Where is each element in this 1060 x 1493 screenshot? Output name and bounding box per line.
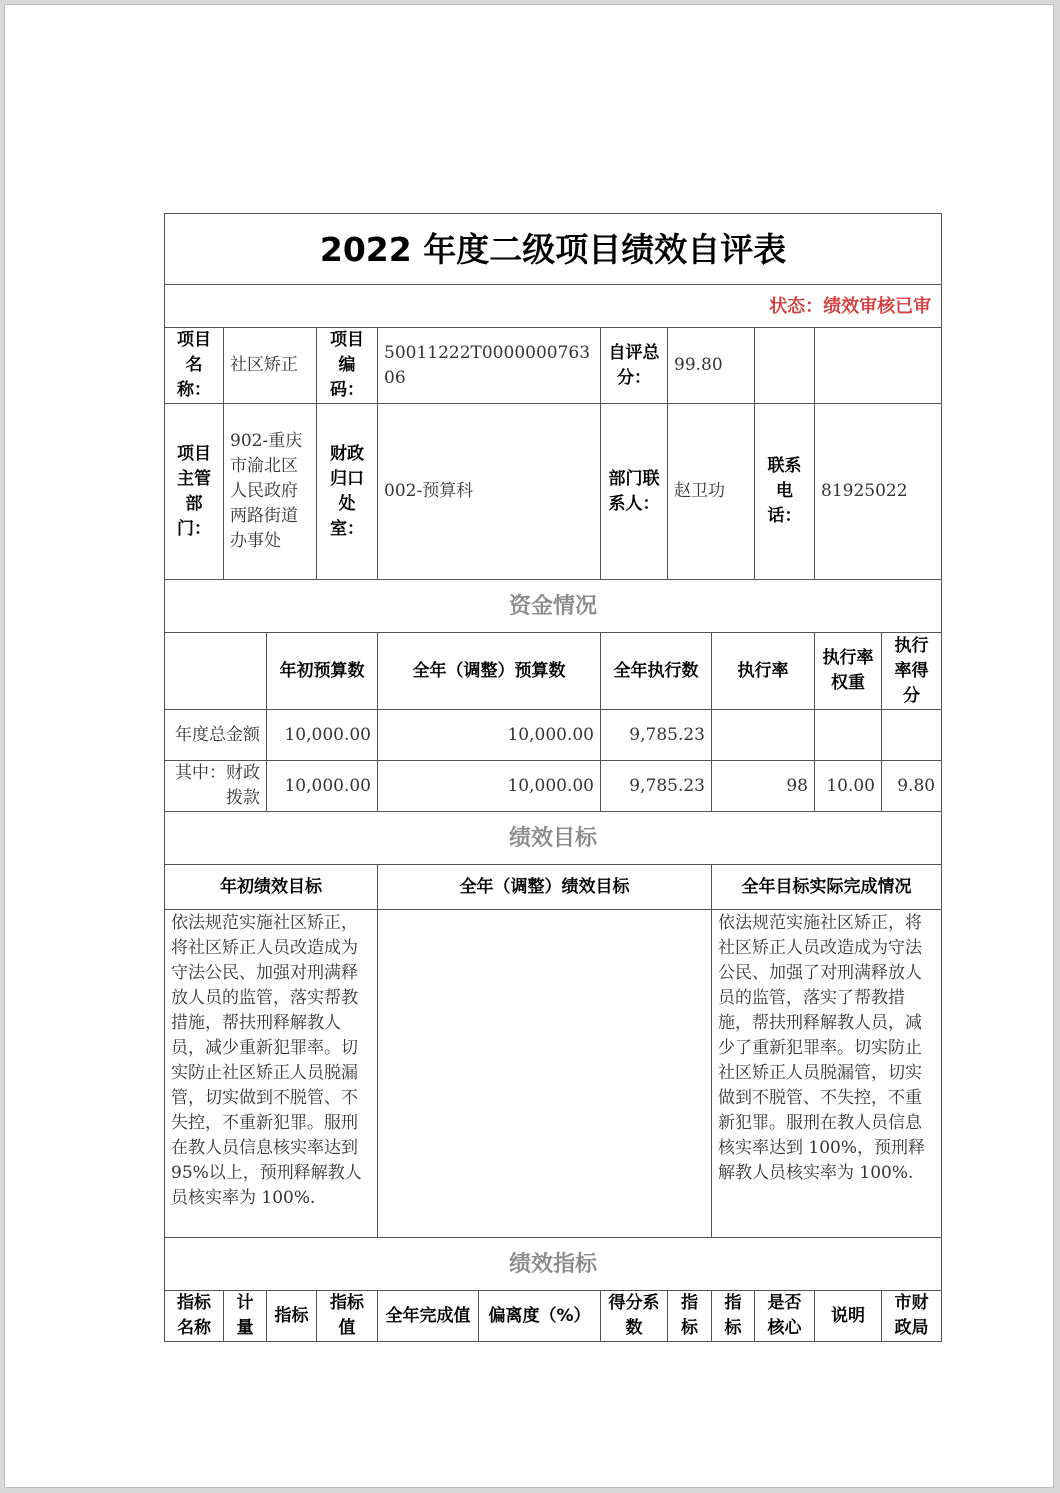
dept-label: 项目主管部门： bbox=[165, 404, 224, 580]
status-badge: 状态：绩效审核已审 bbox=[165, 285, 942, 328]
phone-label: 联系电话： bbox=[755, 404, 815, 580]
finance-office-label: 财政归口处室： bbox=[317, 404, 378, 580]
funds-header-empty bbox=[165, 633, 267, 710]
indicator-header: 偏离度（%） bbox=[479, 1291, 601, 1342]
empty-cell bbox=[815, 328, 942, 404]
funds-header-adjusted: 全年（调整）预算数 bbox=[378, 633, 601, 710]
contact-value: 赵卫功 bbox=[668, 404, 755, 580]
project-code-value: 50011222T000000076306 bbox=[378, 328, 601, 404]
project-name-value: 社区矫正 bbox=[224, 328, 317, 404]
funds-header-executed: 全年执行数 bbox=[601, 633, 712, 710]
empty-cell bbox=[755, 328, 815, 404]
indicator-header: 全年完成值 bbox=[378, 1291, 479, 1342]
funds-row-label: 年度总金额 bbox=[165, 710, 267, 761]
evaluation-form bbox=[164, 213, 942, 1342]
funds-row-initial: 10,000.00 bbox=[267, 710, 378, 761]
self-score-value: 99.80 bbox=[668, 328, 755, 404]
contact-label: 部门联系人： bbox=[601, 404, 668, 580]
indicator-header: 指标 bbox=[668, 1291, 712, 1342]
funds-header-weight: 执行率权重 bbox=[815, 633, 882, 710]
funds-header-initial: 年初预算数 bbox=[267, 633, 378, 710]
goals-section-title: 绩效目标 bbox=[165, 812, 942, 865]
funds-row-adjusted: 10,000.00 bbox=[378, 710, 601, 761]
goals-header-actual: 全年目标实际完成情况 bbox=[712, 865, 942, 910]
indicator-header: 指标 bbox=[267, 1291, 317, 1342]
funds-header-score: 执行率得分 bbox=[882, 633, 942, 710]
self-score-label: 自评总分： bbox=[601, 328, 668, 404]
indicator-header: 市财政局 bbox=[882, 1291, 942, 1342]
project-name-label: 项目名称： bbox=[165, 328, 224, 404]
indicators-section-title: 绩效指标 bbox=[165, 1238, 942, 1291]
funds-row-weight bbox=[815, 710, 882, 761]
goals-header-initial: 年初绩效目标 bbox=[165, 865, 378, 910]
goals-header-adjusted: 全年（调整）绩效目标 bbox=[378, 865, 712, 910]
funds-row-weight: 10.00 bbox=[815, 761, 882, 812]
dept-value: 902-重庆市渝北区人民政府两路街道办事处 bbox=[224, 404, 317, 580]
indicator-header: 计量 bbox=[224, 1291, 267, 1342]
page-title: 2022 年度二级项目绩效自评表 bbox=[165, 214, 942, 285]
funds-row-rate bbox=[712, 710, 815, 761]
funds-row-score: 9.80 bbox=[882, 761, 942, 812]
goals-actual-text: 依法规范实施社区矫正，将社区矫正人员改造成为守法公民、加强了对刑满释放人员的监管，落实了帮教措施，帮扶刑释解教人员，减少了重新犯罪率。切实防止社区矫正人员脱漏管，切实做到不脱管、不失控，不重新犯罪。服刑在教人员信息核实率达到 100%，预刑释解教人员核实率为 100%. bbox=[712, 910, 942, 1238]
indicator-header: 得分系数 bbox=[601, 1291, 668, 1342]
funds-row-adjusted: 10,000.00 bbox=[378, 761, 601, 812]
finance-office-value: 002-预算科 bbox=[378, 404, 601, 580]
funds-row-label: 其中：财政拨款 bbox=[165, 761, 267, 812]
project-code-label: 项目编码： bbox=[317, 328, 378, 404]
funds-row-executed: 9,785.23 bbox=[601, 761, 712, 812]
indicator-header: 指标名称 bbox=[165, 1291, 224, 1342]
funds-header-rate: 执行率 bbox=[712, 633, 815, 710]
indicator-header: 是否核心 bbox=[755, 1291, 815, 1342]
document-page bbox=[4, 4, 1054, 1488]
funds-row-rate: 98 bbox=[712, 761, 815, 812]
phone-value: 81925022 bbox=[815, 404, 942, 580]
indicator-header: 说明 bbox=[815, 1291, 882, 1342]
funds-row-executed: 9,785.23 bbox=[601, 710, 712, 761]
funds-row-score bbox=[882, 710, 942, 761]
indicator-header: 指标 bbox=[712, 1291, 755, 1342]
goals-adjusted-text bbox=[378, 910, 712, 1238]
goals-initial-text: 依法规范实施社区矫正，将社区矫正人员改造成为守法公民、加强对刑满释放人员的监管，落实帮教措施，帮扶刑释解教人员，减少重新犯罪率。切实防止社区矫正人员脱漏管，切实做到不脱管、不失控，不重新犯罪。服刑在教人员信息核实率达到 95%以上，预刑释解教人员核实率为 100%. bbox=[165, 910, 378, 1238]
funds-section-title: 资金情况 bbox=[165, 580, 942, 633]
funds-row-initial: 10,000.00 bbox=[267, 761, 378, 812]
indicator-header: 指标值 bbox=[317, 1291, 378, 1342]
